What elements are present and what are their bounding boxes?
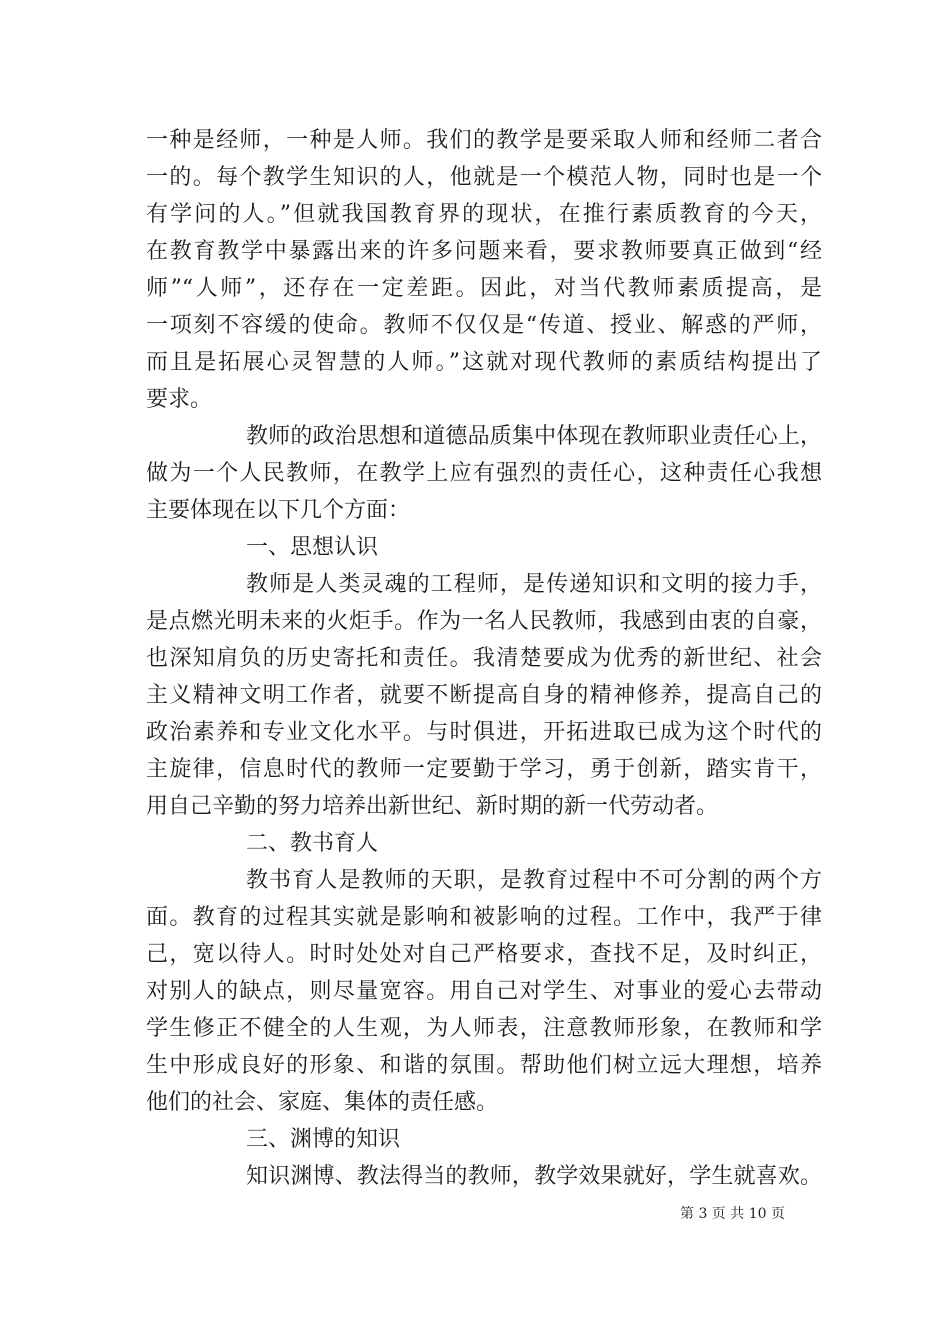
text-line: 学生修正不健全的人生观，为人师表，注意教师形象，在教师和学 [146, 1016, 822, 1041]
text-line: 政治素养和专业文化水平。与时俱进，开拓进取已成为这个时代的 [146, 720, 822, 745]
text-line: 面。教育的过程其实就是影响和被影响的过程。工作中，我严于律 [146, 905, 822, 930]
text-line: 教师的政治思想和道德品质集中体现在教师职业责任心上， [246, 424, 822, 449]
page-footer: 第 3 页 共 10 页 [680, 1206, 785, 1222]
text-line: 也深知肩负的历史寄托和责任。我清楚要成为优秀的新世纪、社会 [146, 646, 822, 671]
text-line: 教书育人是教师的天职，是教育过程中不可分割的两个方 [246, 868, 822, 893]
text-line: 师”“人师”，还存在一定差距。因此，对当代教师素质提高，是 [146, 276, 822, 301]
text-line: 一的。每个教学生知识的人，他就是一个模范人物，同时也是一个 [146, 165, 822, 190]
text-line: 主要体现在以下几个方面： [146, 498, 411, 523]
text-line: 做为一个人民教师，在教学上应有强烈的责任心，这种责任心我想 [146, 461, 822, 486]
text-line: 是点燃光明未来的火炬手。作为一名人民教师，我感到由衷的自豪， [146, 609, 822, 634]
text-line: 一种是经师，一种是人师。我们的教学是要采取人师和经师二者合 [146, 128, 822, 153]
text-line: 他们的社会、家庭、集体的责任感。 [146, 1090, 499, 1115]
text-line: 知识渊博、教法得当的教师，教学效果就好，学生就喜欢。 [246, 1164, 822, 1189]
text-line: 教师是人类灵魂的工程师，是传递知识和文明的接力手， [246, 572, 822, 597]
text-line: 己，宽以待人。时时处处对自己严格要求，查找不足，及时纠正， [146, 942, 822, 967]
text-line: 而且是拓展心灵智慧的人师。”这就对现代教师的素质结构提出了 [146, 350, 822, 375]
text-line: 有学问的人。”但就我国教育界的现状，在推行素质教育的今天， [146, 202, 822, 227]
text-line: 对别人的缺点，则尽量宽容。用自己对学生、对事业的爱心去带动 [146, 979, 822, 1004]
text-line: 用自己辛勤的努力培养出新世纪、新时期的新一代劳动者。 [146, 794, 719, 819]
text-line: 在教育教学中暴露出来的许多问题来看，要求教师要真正做到“经 [146, 239, 822, 264]
text-line: 三、渊博的知识 [246, 1127, 401, 1152]
text-line: 一、思想认识 [246, 535, 379, 560]
text-line: 生中形成良好的形象、和谐的氛围。帮助他们树立远大理想，培养 [146, 1053, 822, 1078]
text-line: 主旋律，信息时代的教师一定要勤于学习，勇于创新，踏实肯干， [146, 757, 822, 782]
text-line: 一项刻不容缓的使命。教师不仅仅是“传道、授业、解惑的严师， [146, 313, 822, 338]
document-body [146, 122, 822, 1195]
text-line: 要求。 [146, 387, 213, 412]
text-line: 主义精神文明工作者，就要不断提高自身的精神修养，提高自己的 [146, 683, 822, 708]
text-line: 二、教书育人 [246, 831, 379, 856]
